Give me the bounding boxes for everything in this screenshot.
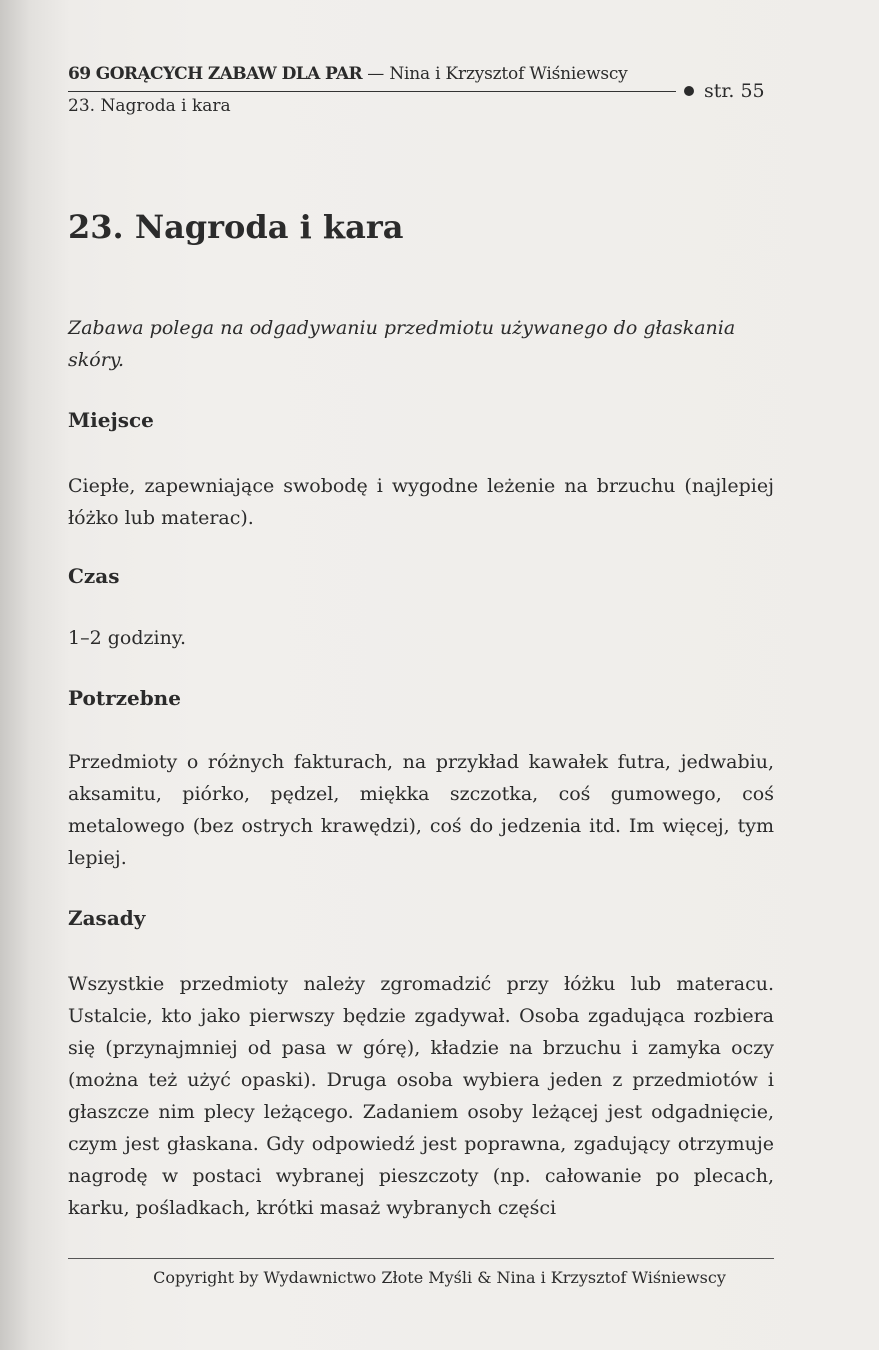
text-czas: 1–2 godziny. [68,627,187,649]
chapter-title: 23. Nagroda i kara [68,208,404,246]
heading-czas: Czas [68,564,120,588]
chapter-lead: Zabawa polega na odgadywaniu przedmiotu używanego do głaskania skóry. [68,317,736,371]
footer-copyright: Copyright by Wydawnictwo Złote Myśli & Nina i Krzysztof Wiśniewscy [153,1268,726,1287]
bullet-icon [684,86,694,96]
page-number: str. 55 [704,80,765,102]
heading-zasady: Zasady [68,906,146,930]
text-potrzebne: Przedmioty o różnych fakturach, na przykład kawałek futra, jedwabiu, aksamitu, piórko, pędzel, miękka szczotka, coś gumowego, coś metalowego (bez ostrych krawędzi), coś do jedzenia itd. Im więcej, tym lepiej. [68,751,774,869]
text-miejsce: Ciepłe, zapewniające swobodę i wygodne leżenie na brzuchu (najlepiej łóżko lub materac). [68,475,774,529]
header-rule [68,91,676,92]
header-section-title: 23. Nagroda i kara [68,96,231,116]
header-authors: Nina i Krzysztof Wiśniewscy [389,64,628,84]
book-title: 69 GORĄCYCH ZABAW DLA PAR [68,64,363,84]
header-separator: — [362,64,390,84]
footer-rule [68,1258,774,1259]
running-header [68,64,628,84]
heading-miejsce: Miejsce [68,408,154,432]
heading-potrzebne: Potrzebne [68,686,181,710]
text-zasady: Wszystkie przedmioty należy zgromadzić przy łóżku lub materacu. Ustalcie, kto jako pierwszy będzie zgadywał. Osoba zgadująca rozbiera się (przynajmniej od pasa w górę), kładzie na brzuchu i zamyka oczy (można też użyć opaski). Druga osoba wybiera jeden z przedmiotów i głaszcze nim plecy leżącego. Zadaniem osoby leżącej jest odgadnięcie, czym jest głaskana. Gdy odpowiedź jest poprawna, zgadujący otrzymuje nagrodę w postaci wybranej pieszczoty (np. całowanie po plecach, karku, pośladkach, krótki masaż wybranych części [68,973,774,1219]
